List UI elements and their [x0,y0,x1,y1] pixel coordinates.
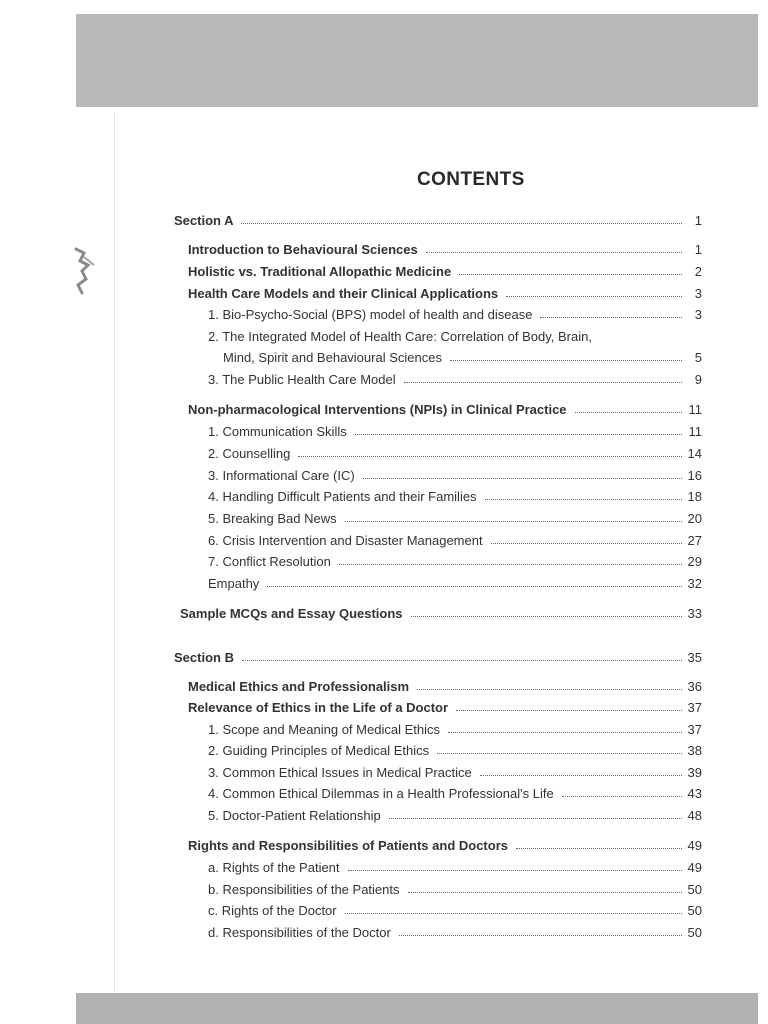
leader-dots [448,731,682,733]
toc-page: 37 [687,722,702,737]
leader-dots [480,774,682,776]
toc-label: 1. Bio-Psycho-Social (BPS) model of health and disease [208,307,533,322]
toc-label: 1. Scope and Meaning of Medical Ethics [208,722,440,737]
toc-page: 50 [687,925,702,940]
toc-page: 5 [694,350,702,365]
toc-entry [208,506,702,526]
leader-dots [345,912,682,914]
toc-page: 43 [687,786,702,801]
toc-label: 3. The Public Health Care Model [208,372,396,387]
leader-dots [426,251,682,253]
scan-smudge [72,245,98,297]
toc-page: 2 [694,264,702,279]
leader-dots [417,688,681,690]
toc-label: Empathy [208,576,260,591]
toc-label: Holistic vs. Traditional Allopathic Medicine [188,264,452,279]
toc-page: 37 [687,700,702,715]
toc-entry [208,549,702,569]
page-edge [114,112,115,992]
toc-entry [208,324,702,344]
page-title: CONTENTS [417,169,525,190]
toc-label: 5. Doctor-Patient Relationship [208,808,381,823]
toc-entry [208,571,702,591]
toc-label: 3. Informational Care (IC) [208,468,355,483]
toc-label: c. Rights of the Doctor [208,903,337,918]
leader-dots [355,433,682,435]
toc-label: Section A [174,213,234,228]
toc-entry [208,441,702,461]
toc-entry [188,281,702,301]
toc-label: a. Rights of the Patient [208,860,340,875]
toc-entry [208,760,702,780]
leader-dots [485,498,682,500]
toc-label: Mind, Spirit and Behavioural Sciences [223,350,442,365]
toc-entry [223,345,702,365]
toc-page: 35 [687,650,702,665]
toc-page: 20 [687,511,702,526]
leader-dots [506,295,682,297]
leader-dots [411,615,682,617]
toc-page: 50 [687,903,702,918]
toc-entry [208,463,702,483]
toc-label: 3. Common Ethical Issues in Medical Practice [208,765,472,780]
toc-label: 2. Counselling [208,446,291,461]
toc-page: 36 [687,679,702,694]
toc-entry [208,302,702,322]
toc-label: Rights and Responsibilities of Patients and Doctors [188,838,508,853]
toc-label: Non-pharmacological Interventions (NPIs) in Clinical Practice [188,402,567,417]
toc-entry [208,528,702,548]
leader-dots [437,752,681,754]
toc-page: 1 [694,242,702,257]
toc-entry [180,601,702,621]
toc-entry [208,738,702,758]
toc-page: 1 [694,213,702,228]
toc-label: Sample MCQs and Essay Questions [180,606,403,621]
scan-top-band [76,14,758,107]
toc-page: 33 [687,606,702,621]
leader-dots [408,891,682,893]
toc-entry [188,259,702,279]
toc-label: 5. Breaking Bad News [208,511,337,526]
toc-entry [208,717,702,737]
toc-entry [208,367,702,387]
toc-label: Introduction to Behavioural Sciences [188,242,418,257]
leader-dots [459,273,682,275]
toc-page: 27 [687,533,702,548]
leader-dots [450,359,682,361]
leader-dots [389,817,682,819]
toc-page: 11 [688,424,702,439]
leader-dots [298,455,681,457]
leader-dots [399,934,682,936]
toc-label: 2. Guiding Principles of Medical Ethics [208,743,430,758]
toc-label: Health Care Models and their Clinical Applications [188,286,499,301]
toc-entry [208,855,702,875]
toc-label: 4. Common Ethical Dilemmas in a Health Professional's Life [208,786,554,801]
toc-label: d. Responsibilities of the Doctor [208,925,391,940]
leader-dots [242,659,682,661]
toc-page: 49 [687,860,702,875]
toc-entry [174,645,702,665]
leader-dots [456,709,681,711]
leader-dots [241,222,682,224]
leader-dots [491,542,682,544]
toc-label: 2. The Integrated Model of Health Care: Correlation of Body, Brain, [208,329,592,344]
toc-label: Relevance of Ethics in the Life of a Doctor [188,700,449,715]
toc-entry [208,484,702,504]
toc-entry [208,898,702,918]
toc-entry [188,674,702,694]
toc-page: 16 [687,468,702,483]
toc-label: Section B [174,650,234,665]
toc-entry [208,803,702,823]
toc-page: 39 [687,765,702,780]
toc-label: b. Responsibilities of the Patients [208,882,400,897]
toc-page: 9 [694,372,702,387]
toc-page: 50 [687,882,702,897]
toc-label: 7. Conflict Resolution [208,554,331,569]
toc-entry [188,237,702,257]
leader-dots [267,585,681,587]
leader-dots [345,520,682,522]
toc-entry [208,877,702,897]
toc-label: Medical Ethics and Professionalism [188,679,410,694]
toc-page: 49 [687,838,702,853]
toc-entry [208,781,702,801]
toc-label: 6. Crisis Intervention and Disaster Management [208,533,483,548]
leader-dots [516,847,682,849]
toc-page: 11 [688,402,702,417]
toc-page: 3 [694,286,702,301]
leader-dots [363,477,682,479]
toc-page: 48 [687,808,702,823]
leader-dots [562,795,682,797]
toc-entry [188,397,702,417]
toc-entry [174,208,702,228]
toc-page: 29 [687,554,702,569]
leader-dots [404,381,682,383]
toc-page: 18 [687,489,702,504]
toc-label: 4. Handling Difficult Patients and their Families [208,489,477,504]
leader-dots [575,411,682,413]
leader-dots [348,869,682,871]
leader-dots [339,563,682,565]
toc-entry [208,419,702,439]
toc-page: 3 [694,307,702,322]
scan-bottom-band [76,993,758,1024]
toc-entry [188,833,702,853]
leader-dots [540,316,682,318]
toc-label: 1. Communication Skills [208,424,347,439]
toc-page: 38 [687,743,702,758]
toc-page: 32 [687,576,702,591]
toc-page: 14 [687,446,702,461]
toc-entry [188,695,702,715]
toc-entry [208,920,702,940]
